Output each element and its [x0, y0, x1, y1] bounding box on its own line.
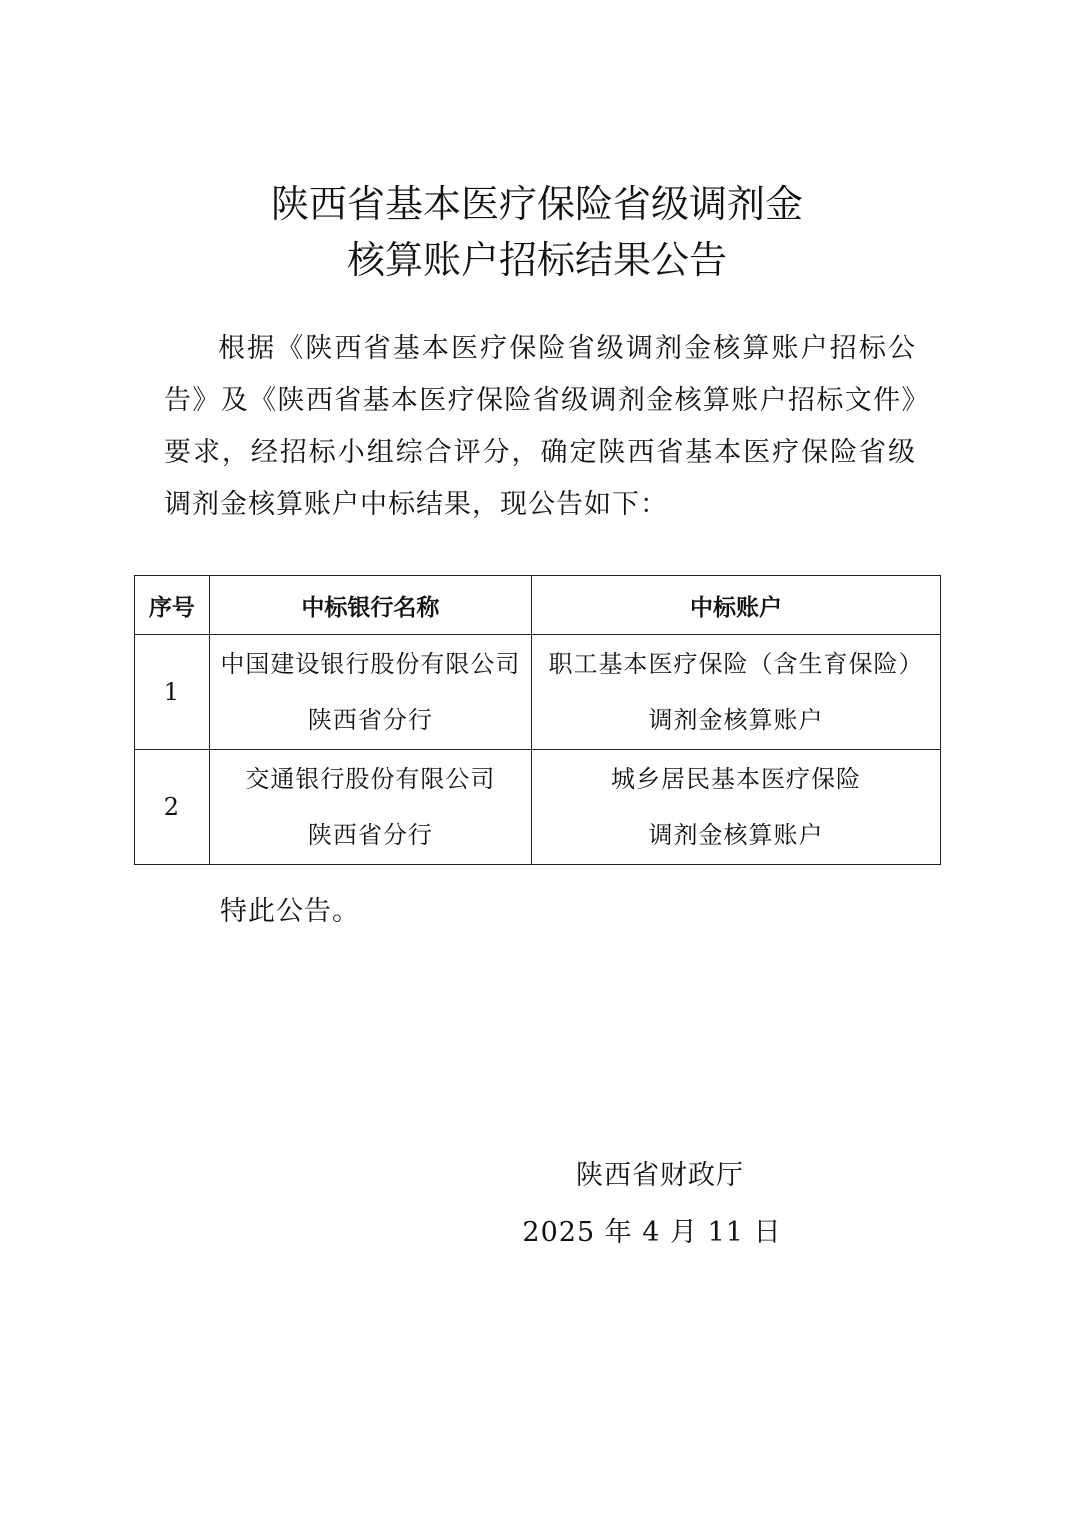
table-row [135, 635, 941, 750]
award-result-table [134, 575, 941, 865]
bank-name-cell [209, 750, 531, 865]
account-cell [532, 750, 941, 865]
announcement-body: 根据《陕西省基本医疗保险省级调剂金核算账户招标公告》及《陕西省基本医疗保险省级调剂金核算账户招标文件》要求，经招标小组综合评分，确定陕西省基本医疗保险省级调剂金核算账户中标结果，现公告如下： [164, 333, 916, 520]
bank-name-line: 中国建设银行股份有限公司 [220, 650, 521, 678]
header-number: 序号 [135, 576, 210, 635]
table-header-row [135, 576, 941, 635]
bank-name-cell [209, 635, 531, 750]
header-account: 中标账户 [532, 576, 941, 635]
title-line-1: 陕西省基本医疗保险省级调剂金 [270, 182, 803, 226]
account-name-line: 职工基本医疗保险（含生育保险） [548, 650, 924, 678]
account-type-line: 调剂金核算账户 [648, 706, 824, 734]
closing-statement: 特此公告。 [220, 896, 360, 927]
bank-name-line: 交通银行股份有限公司 [245, 765, 496, 793]
document-title [0, 176, 1074, 288]
account-cell [532, 635, 941, 750]
bank-branch-line: 陕西省分行 [307, 706, 433, 734]
table-row [135, 750, 941, 865]
row-number: 2 [135, 750, 210, 865]
bank-branch-line: 陕西省分行 [307, 821, 433, 849]
header-bank-name: 中标银行名称 [209, 576, 531, 635]
title-line-2: 核算账户招标结果公告 [346, 238, 727, 282]
issue-date: 2025 年 4 月 11 日 [522, 1217, 782, 1248]
account-name-line: 城乡居民基本医疗保险 [611, 765, 861, 793]
row-number: 1 [135, 635, 210, 750]
issuing-organization: 陕西省财政厅 [576, 1160, 744, 1191]
account-type-line: 调剂金核算账户 [648, 821, 824, 849]
